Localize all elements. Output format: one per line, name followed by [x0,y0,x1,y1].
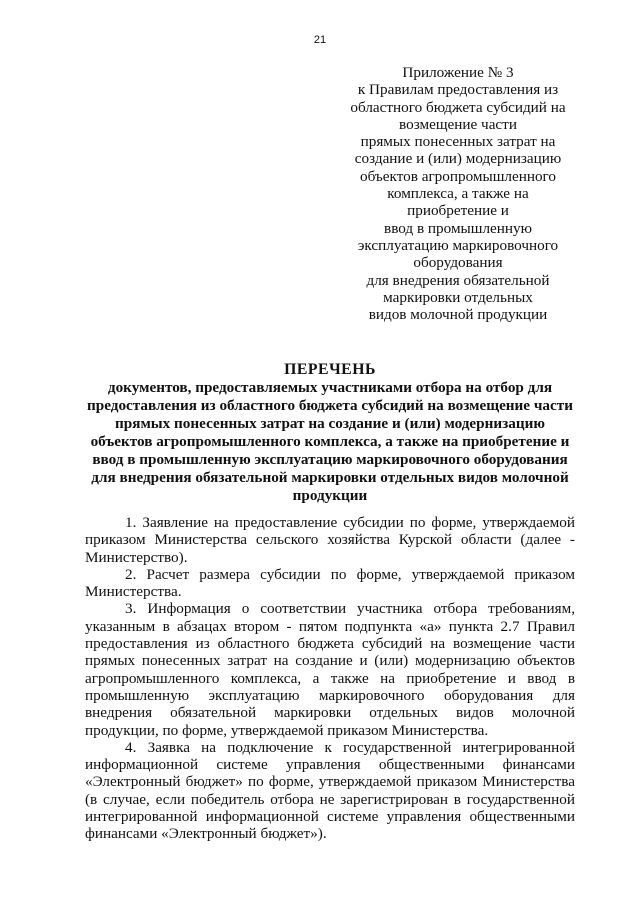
appendix-line: к Правилам предоставления из [357,81,559,99]
appendix-line: областного бюджета субсидий на [350,98,566,116]
item-line: внедрения обязательной маркировки отдельных видов молочной [85,704,575,722]
appendix-line: прямых понесенных затрат на [360,133,556,151]
heading-subtitle-line: документов, предоставляемых участниками отбора на отбор для [107,379,553,396]
heading-subtitle-line: продукции [292,487,368,504]
item-line: приказом Министерства сельского хозяйства Курской области (далее - [85,531,575,549]
item-line: агропромышленного комплекса, а также на приобретение и ввод в [85,669,575,687]
appendix-line: видов молочной продукции [368,306,548,324]
heading-subtitle-line: прямых понесенных затрат на создание и (или) модернизацию [115,415,545,432]
appendix-line: маркировки отдельных [383,288,533,306]
appendix-line: Приложение № 3 [402,64,514,81]
item-line: предоставления из областного бюджета субсидий на возмещение части [85,635,575,653]
item-line: 3. Информация о соответствии участника отбора требованиям, [125,600,575,618]
appendix-line: объектов агропромышленного [359,167,557,185]
appendix-reference [338,64,578,323]
appendix-line: оборудования [413,254,503,272]
item-line: прямых понесенных затрат на создание и (или) модернизацию объектов [85,652,575,670]
document-list [85,514,575,843]
list-item [85,600,575,738]
list-item [85,739,575,843]
appendix-line: возмещение части [399,115,517,133]
item-line: промышленную эксплуатацию маркировочного оборудования для [85,686,575,704]
item-line: 1. Заявление на предоставление субсидии по форме, утверждаемой [125,514,575,531]
item-line: указанным в абзацах втором - пятом подпункта «а» пункта 2.7 Правил [85,617,575,635]
heading-subtitle-line: для внедрения обязательной маркировки отдельных видов молочной [91,469,569,486]
item-line: «Электронный бюджет» по форме, утверждаемой приказом Министерства [85,773,575,791]
item-line: Министерства. [85,583,182,601]
item-line: информационной системе управления общественными финансами [85,756,575,774]
item-line: 4. Заявка на подключение к государственной интегрированной [125,738,575,756]
appendix-line: создание и (или) модернизацию [354,150,562,168]
heading-subtitle-line: предоставления из областного бюджета субсидий на возмещение части [87,397,573,414]
heading-subtitle-line: ввод в промышленную эксплуатацию маркировочного оборудования [92,451,568,468]
heading-subtitle-line: объектов агропромышленного комплекса, а также на приобретение и [90,433,570,450]
appendix-line: комплекса, а также на [387,185,529,203]
appendix-line: для внедрения обязательной [366,271,550,289]
list-item [85,566,575,601]
item-line: Министерство). [85,548,188,566]
item-line: 2. Расчет размера субсидии по форме, утверждаемой приказом [125,565,575,583]
appendix-line: ввод в промышленную [384,219,532,237]
heading-title: ПЕРЕЧЕНЬ [284,361,376,378]
list-item [85,514,575,566]
item-line: (в случае, если победитель отбора не зарегистрирован в государственной [85,790,575,808]
item-line: финансами «Электронный бюджет»). [85,825,327,843]
appendix-line: приобретение и [407,202,509,220]
item-line: продукции, по форме, утверждаемой приказом Министерства. [85,721,489,739]
page-number: 21 [313,34,327,46]
appendix-line: эксплуатацию маркировочного [357,236,559,254]
document-heading [70,361,590,505]
item-line: интегрированной информационной системе управления общественными [85,808,575,826]
